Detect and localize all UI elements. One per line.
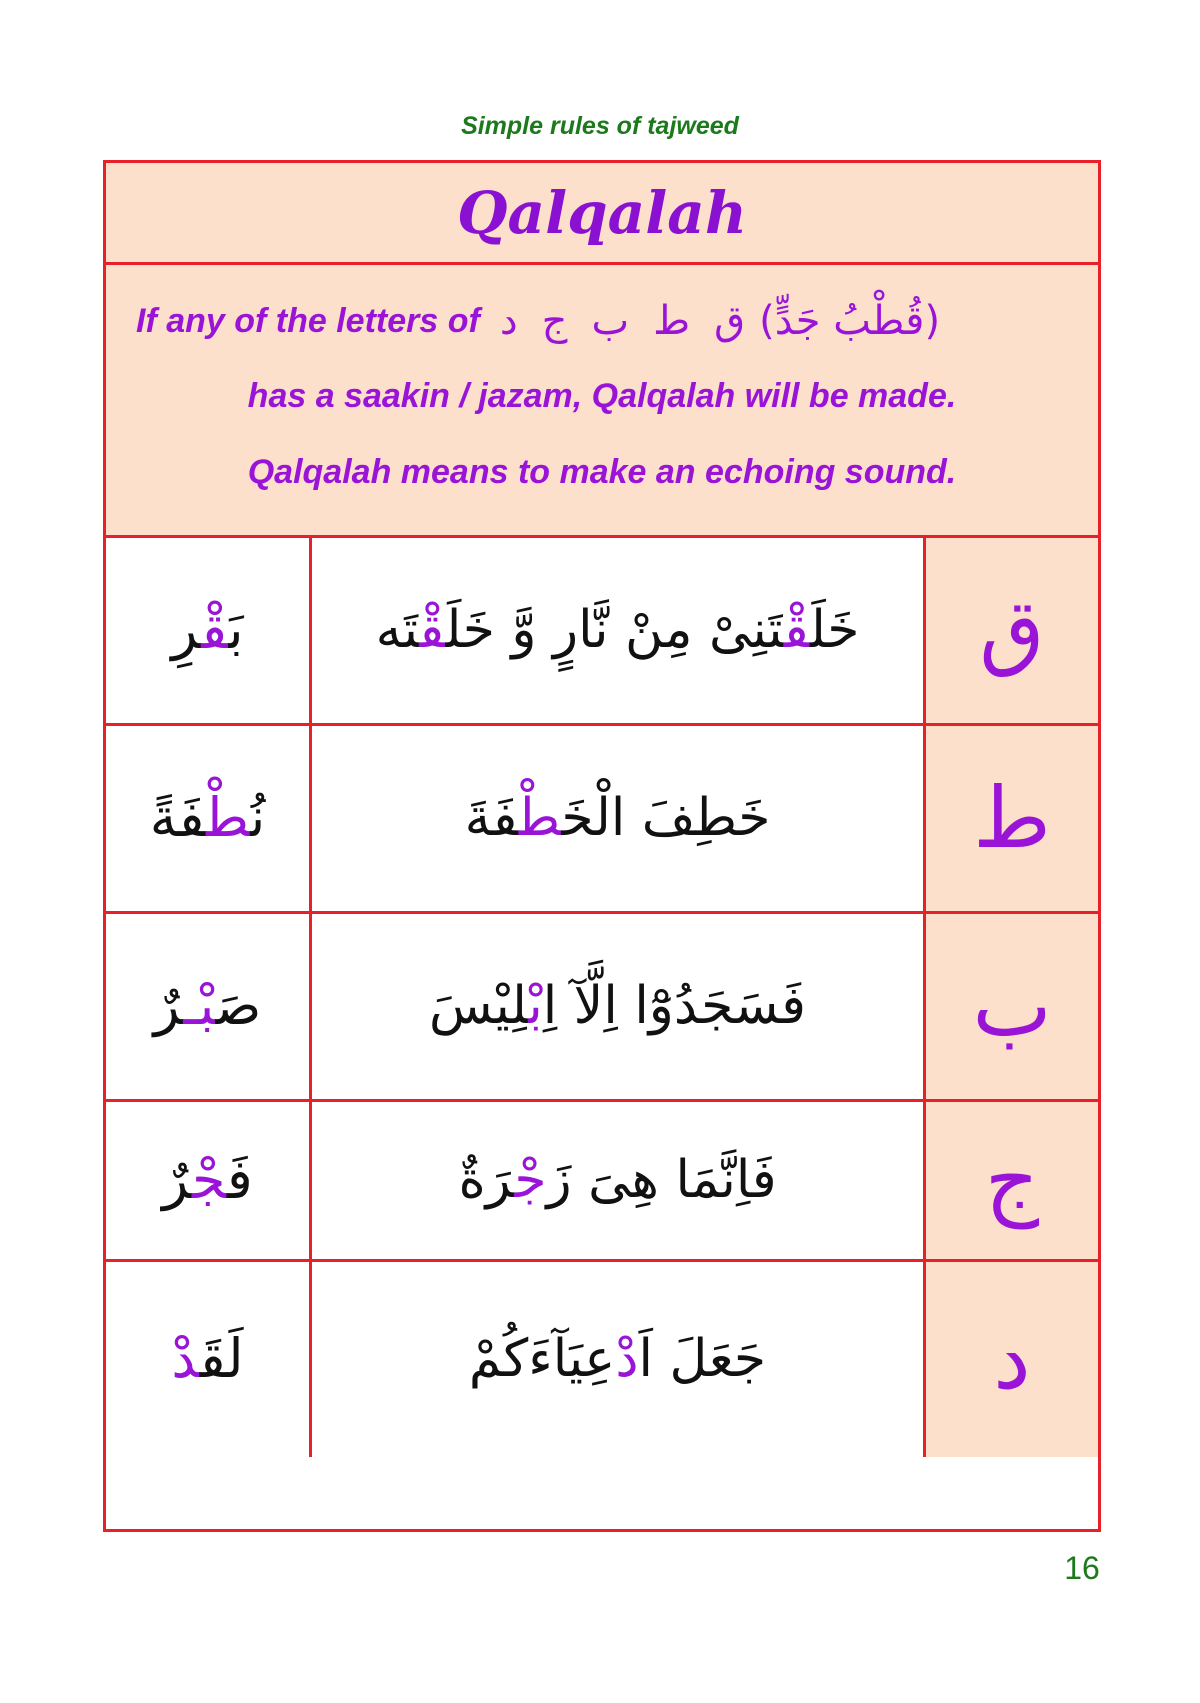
letter-cell <box>926 1102 1098 1259</box>
rule-description <box>106 265 1098 538</box>
example-word: نُطْفَةً <box>149 786 266 850</box>
example-phrase: فَاِنَّمَا هِىَ زَجْرَةٌ <box>458 1149 777 1210</box>
qalqalah-letter-large: ق <box>979 580 1045 679</box>
qalqalah-letter-large: د <box>993 1309 1031 1408</box>
qalqalah-table <box>103 160 1101 1532</box>
qalqalah-letter: ب <box>591 298 630 344</box>
qalqalah-letter-large: ط <box>973 768 1051 867</box>
examples-grid <box>106 538 1098 1529</box>
qutbu-jaddin-word: (قُطْبُ جَدٍّ) <box>759 298 941 344</box>
table-row <box>106 726 1098 914</box>
letter-cell <box>926 1262 1098 1457</box>
example-phrase-cell <box>312 1262 926 1457</box>
example-word-cell <box>106 1102 312 1259</box>
table-title: Qalqalah <box>106 163 1098 265</box>
example-word-cell <box>106 914 312 1099</box>
table-row <box>106 914 1098 1102</box>
example-word-cell <box>106 538 312 723</box>
letter-cell <box>926 726 1098 911</box>
example-phrase-cell <box>312 538 926 723</box>
qalqalah-letter-large: ج <box>984 1130 1040 1229</box>
qalqalah-letter-large: ب <box>972 956 1052 1055</box>
example-word-cell <box>106 1262 312 1457</box>
description-line-2: has a saakin / jazam, Qalqalah will be made. <box>247 377 957 415</box>
example-phrase-cell <box>312 726 926 911</box>
letter-cell <box>926 538 1098 723</box>
example-word: بَقْرِ <box>171 598 244 662</box>
table-row <box>106 538 1098 726</box>
description-lead: If any of the letters of <box>136 301 480 340</box>
page-header: Simple rules of tajweed <box>461 112 739 140</box>
table-row <box>106 1102 1098 1262</box>
example-phrase: خَطِفَ الْخَطْفَةَ <box>464 787 771 848</box>
example-phrase: فَسَجَدُوْٓا اِلَّآ اِبْلِيْسَ <box>429 975 806 1036</box>
table-row <box>106 1262 1098 1457</box>
qalqalah-letter: د <box>499 298 518 344</box>
example-phrase: خَلَقْتَنِىْ مِنْ نَّارٍ وَّ خَلَقْتَه <box>375 599 860 660</box>
qalqalah-letters <box>500 298 745 344</box>
description-line-3: Qalqalah means to make an echoing sound. <box>247 453 957 491</box>
example-word: فَجْرٌ <box>162 1148 253 1212</box>
qalqalah-letter: ق <box>714 298 746 344</box>
example-phrase-cell <box>312 1102 926 1259</box>
example-word: لَقَدْ <box>171 1327 244 1391</box>
example-word-cell <box>106 726 312 911</box>
qalqalah-letter: ط <box>653 298 691 344</box>
example-phrase: جَعَلَ اَدْعِيَآءَكُمْ <box>468 1328 767 1389</box>
page-number: 16 <box>1064 1550 1100 1586</box>
example-word: صَبْـرٌ <box>153 974 262 1038</box>
qalqalah-letter: ج <box>541 298 568 344</box>
example-phrase-cell <box>312 914 926 1099</box>
letter-cell <box>926 914 1098 1099</box>
description-line-1 <box>136 291 1076 351</box>
